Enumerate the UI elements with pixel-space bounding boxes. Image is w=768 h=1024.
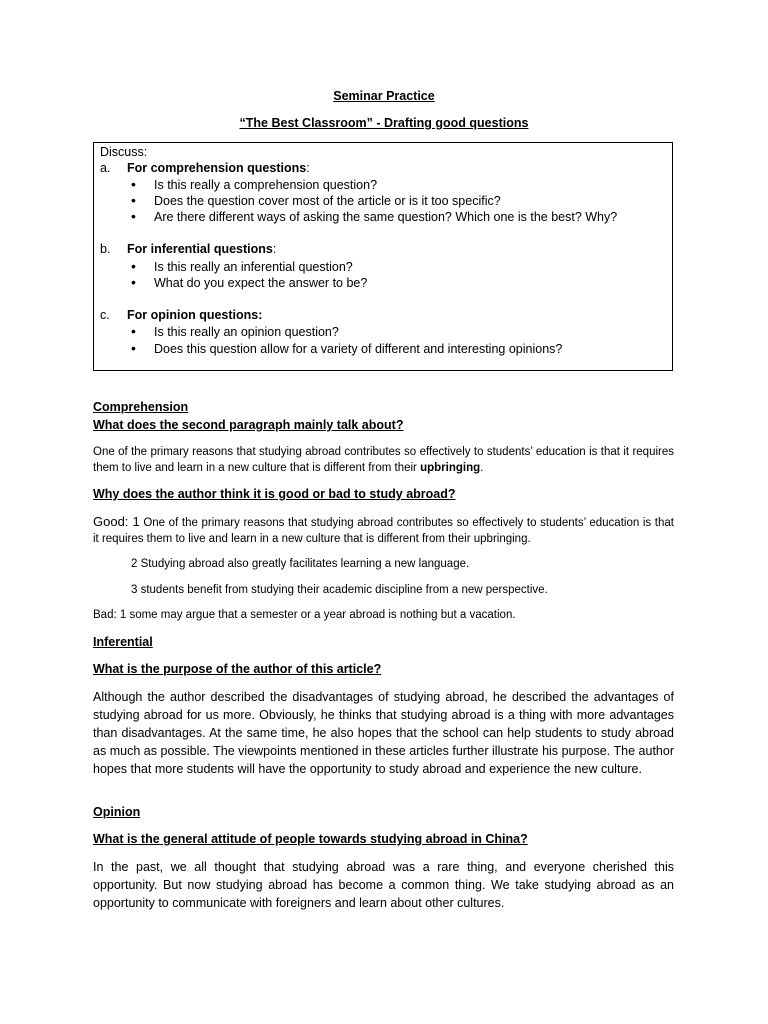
- question-opinion: What is the general attitude of people towards studying abroad in China?: [93, 832, 528, 846]
- bullet-text: Is this really an opinion question?: [154, 325, 339, 339]
- answer-point-3: 3 students benefit from studying their academic discipline from a new perspective.: [131, 584, 548, 596]
- section-heading: For comprehension questions:: [127, 161, 310, 175]
- answer-comprehension-1: One of the primary reasons that studying abroad contributes so effectively to students’ education is that it requires them to live and learn in a new culture that is different from their upbringing.: [93, 446, 674, 474]
- answer-inferential: Although the author described the disadvantages of studying abroad, he described the advantages of studying abroad for us more. Obviously, he thinks that studying abroad is a thing with more advantages than disadvantages. At the same time, he also hopes that the school can help students to study abroad as much as possible. The viewpoints mentioned in these articles further illustrate his purpose. The author hopes that more students will have the opportunity to study abroad and experience the new culture.: [93, 690, 674, 776]
- bullet-text: Is this really a comprehension question?: [154, 178, 378, 192]
- bullet-text: Does the question cover most of the article or is it too specific?: [154, 194, 501, 208]
- section-letter: b.: [100, 242, 111, 256]
- page-subtitle: “The Best Classroom” - Drafting good questions: [239, 116, 529, 130]
- discuss-label: Discuss:: [100, 145, 148, 159]
- bullet-icon: •: [131, 176, 136, 192]
- section-letter: c.: [100, 308, 110, 322]
- page-title: Seminar Practice: [333, 89, 435, 103]
- answer-opinion: In the past, we all thought that studying abroad was a rare thing, and everyone cherished this opportunity. But now studying abroad has become a common thing. We take studying abroad as an opportunity to communicate with foreigners and learn about other cultures.: [93, 860, 674, 910]
- question-inferential: What is the purpose of the author of this article?: [93, 662, 382, 676]
- section-heading-inferential: Inferential: [93, 635, 153, 649]
- bullet-icon: •: [131, 258, 136, 274]
- answer-point-2: 2 Studying abroad also greatly facilitates learning a new language.: [131, 558, 470, 570]
- section-heading-comprehension: Comprehension: [93, 400, 189, 414]
- discuss-box: [93, 142, 673, 371]
- bullet-text: Are there different ways of asking the same question? Which one is the best? Why?: [154, 210, 618, 224]
- bullet-icon: •: [131, 340, 136, 356]
- question-comprehension-2: Why does the author think it is good or bad to study abroad?: [93, 487, 456, 501]
- bullet-icon: •: [131, 208, 136, 224]
- bullet-icon: •: [131, 323, 136, 339]
- section-heading-opinion: Opinion: [93, 805, 141, 819]
- answer-bad: Bad: 1 some may argue that a semester or a year abroad is nothing but a vacation.: [93, 609, 516, 621]
- answer-good: Good: 1 One of the primary reasons that studying abroad contributes so effectively to students’ education is that it requires them to live and learn in a new culture that is different from their upbringing.: [93, 514, 674, 545]
- section-heading: For inferential questions:: [127, 242, 277, 256]
- bullet-icon: •: [131, 192, 136, 208]
- section-heading: For opinion questions:: [127, 308, 263, 322]
- bullet-text: Is this really an inferential question?: [154, 260, 353, 274]
- bullet-icon: •: [131, 274, 136, 290]
- section-letter: a.: [100, 161, 111, 175]
- bullet-text: What do you expect the answer to be?: [154, 276, 368, 290]
- bullet-text: Does this question allow for a variety of different and interesting opinions?: [154, 342, 563, 356]
- question-comprehension-1: What does the second paragraph mainly talk about?: [93, 418, 404, 432]
